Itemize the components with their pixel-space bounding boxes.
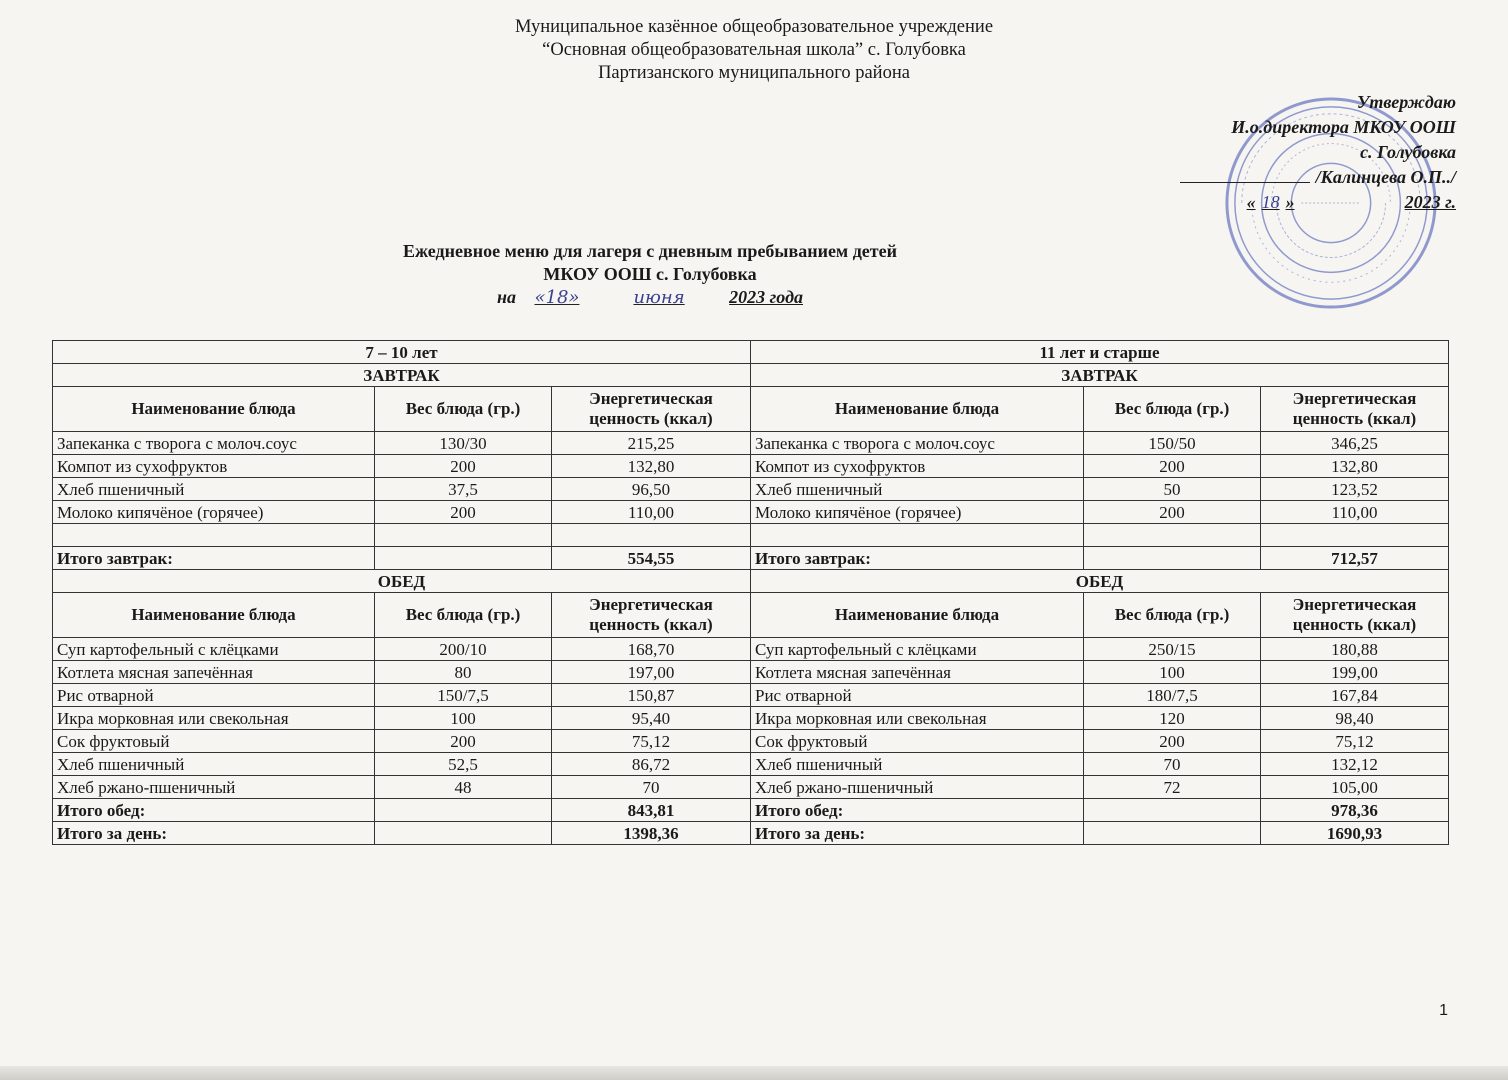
lunch-total-row [53,799,1449,822]
table-cell: Суп картофельный с клёцками [751,638,1084,661]
table-cell: 150/50 [1084,432,1261,455]
day-total-label: Итого за день: [751,822,1084,845]
column-header: Наименование блюда [751,387,1084,432]
approval-title: Утверждаю [1356,92,1456,112]
table-row [53,753,1449,776]
table-cell: Молоко кипячёное (горячее) [751,501,1084,524]
breakfast-section-row [53,364,1449,387]
table-cell: 200 [375,455,552,478]
org-line-2: “Основная общеобразовательная школа” с. Голубовка [542,40,966,60]
table-cell: Котлета мясная запечённая [751,661,1084,684]
menu-table [52,340,1449,845]
day-total-label: Итого за день: [53,822,375,845]
table-cell: 75,12 [1261,730,1449,753]
table-cell: Компот из сухофруктов [53,455,375,478]
approval-village: с. Голубовка [1360,142,1456,162]
table-cell: 80 [375,661,552,684]
title-date: на «18» июня 2023 года [497,287,803,308]
table-cell: Запеканка с творога с молоч.соус [53,432,375,455]
table-cell: 197,00 [552,661,751,684]
table-row [53,478,1449,501]
table-cell: 48 [375,776,552,799]
table-cell: 200/10 [375,638,552,661]
approval-block [1180,90,1456,215]
column-header-row [53,387,1449,432]
column-header: Наименование блюда [53,593,375,638]
lunch-total-label: Итого обед: [751,799,1084,822]
scan-edge [0,1066,1508,1080]
table-cell: 150/7,5 [375,684,552,707]
approval-date: « 18 » 2023 г. [1246,192,1456,212]
breakfast-total-value: 554,55 [552,547,751,570]
table-cell: Компот из сухофруктов [751,455,1084,478]
breakfast-total-value: 712,57 [1261,547,1449,570]
table-cell: Запеканка с творога с молоч.соус [751,432,1084,455]
empty-row [53,524,1449,547]
table-cell: 110,00 [1261,501,1449,524]
column-header: Наименование блюда [53,387,375,432]
table-cell: 86,72 [552,753,751,776]
org-line-3: Партизанского муниципального района [598,63,910,83]
approval-date-year: 2023 г. [1404,192,1456,212]
table-cell [751,524,1084,547]
table-cell [375,799,552,822]
table-cell [375,547,552,570]
approval-signer: /Калинцева О.П../ [1315,167,1456,187]
table-cell: Котлета мясная запечённая [53,661,375,684]
table-cell: Рис отварной [751,684,1084,707]
table-cell: 52,5 [375,753,552,776]
table-cell: 132,80 [552,455,751,478]
lunch-total-value: 843,81 [552,799,751,822]
table-row [53,432,1449,455]
day-total-value: 1690,93 [1261,822,1449,845]
day-total-value: 1398,36 [552,822,751,845]
table-cell: 132,80 [1261,455,1449,478]
table-cell [552,524,751,547]
column-header: Вес блюда (гр.) [375,387,552,432]
table-cell: Хлеб пшеничный [751,753,1084,776]
day-total-row [53,822,1449,845]
table-cell: 200 [1084,501,1261,524]
table-cell: Рис отварной [53,684,375,707]
column-header: Вес блюда (гр.) [1084,593,1261,638]
column-header: Энергетическая ценность (ккал) [1261,387,1449,432]
breakfast-total-label: Итого завтрак: [751,547,1084,570]
table-cell: Хлеб ржано-пшеничный [53,776,375,799]
title-date-year: 2023 года [729,287,803,307]
table-cell: 346,25 [1261,432,1449,455]
table-cell: 130/30 [375,432,552,455]
menu-title [0,240,1300,309]
column-header: Вес блюда (гр.) [375,593,552,638]
table-cell: 50 [1084,478,1261,501]
table-cell: 150,87 [552,684,751,707]
table-row [53,730,1449,753]
table-cell: 100 [375,707,552,730]
table-cell [53,524,375,547]
column-header: Энергетическая ценность (ккал) [552,387,751,432]
table-cell: 199,00 [1261,661,1449,684]
table-cell [1084,799,1261,822]
column-header: Энергетическая ценность (ккал) [552,593,751,638]
table-cell: 215,25 [552,432,751,455]
table-cell: 200 [1084,455,1261,478]
table-cell: 72 [1084,776,1261,799]
table-row [53,455,1449,478]
table-cell: 100 [1084,661,1261,684]
table-cell [1084,547,1261,570]
table-row [53,776,1449,799]
table-cell: 168,70 [552,638,751,661]
breakfast-section-label: ЗАВТРАК [751,364,1449,387]
table-cell: Икра морковная или свекольная [53,707,375,730]
age-group-11-plus: 11 лет и старше [751,341,1449,364]
lunch-section-label: ОБЕД [751,570,1449,593]
table-cell: 167,84 [1261,684,1449,707]
table-cell: 120 [1084,707,1261,730]
age-group-row [53,341,1449,364]
table-cell: Сок фруктовый [53,730,375,753]
table-cell: 180,88 [1261,638,1449,661]
table-row [53,661,1449,684]
table-cell: 123,52 [1261,478,1449,501]
table-cell: 70 [552,776,751,799]
table-cell: 98,40 [1261,707,1449,730]
table-cell: 37,5 [375,478,552,501]
table-cell: 95,40 [552,707,751,730]
organization-header [0,16,1508,85]
table-cell: Сок фруктовый [751,730,1084,753]
age-group-7-10: 7 – 10 лет [53,341,751,364]
table-cell: 96,50 [552,478,751,501]
table-cell: 200 [375,501,552,524]
breakfast-total-label: Итого завтрак: [53,547,375,570]
title-date-month: июня [633,287,685,308]
table-cell: 105,00 [1261,776,1449,799]
title-line-1: Ежедневное меню для лагеря с дневным пребыванием детей [402,241,897,261]
table-cell: Хлеб пшеничный [751,478,1084,501]
table-cell: 70 [1084,753,1261,776]
table-cell [1261,524,1449,547]
breakfast-section-label: ЗАВТРАК [53,364,751,387]
signature-blank [1180,166,1310,183]
table-row [53,707,1449,730]
column-header: Наименование блюда [751,593,1084,638]
table-row [53,638,1449,661]
org-line-1: Муниципальное казённое общеобразовательное учреждение [514,17,994,37]
breakfast-total-row [53,547,1449,570]
title-date-day: «18» [534,287,580,308]
table-cell: Суп картофельный с клёцками [53,638,375,661]
approval-signature-line [1180,165,1456,190]
column-header: Вес блюда (гр.) [1084,387,1261,432]
lunch-section-row [53,570,1449,593]
table-cell: 250/15 [1084,638,1261,661]
table-cell [1084,822,1261,845]
column-header: Энергетическая ценность (ккал) [1261,593,1449,638]
table-cell: 200 [375,730,552,753]
column-header-row [53,593,1449,638]
table-cell: Хлеб пшеничный [53,478,375,501]
table-row [53,684,1449,707]
table-cell [1084,524,1261,547]
table-cell: Молоко кипячёное (горячее) [53,501,375,524]
lunch-section-label: ОБЕД [53,570,751,593]
table-cell: Хлеб пшеничный [53,753,375,776]
table-cell [375,524,552,547]
table-cell: 180/7,5 [1084,684,1261,707]
table-cell: 75,12 [552,730,751,753]
table-row [53,501,1449,524]
approval-date-day: 18 [1261,192,1280,212]
approval-position: И.о.директора МКОУ ООШ [1231,117,1456,137]
lunch-total-label: Итого обед: [53,799,375,822]
table-cell: Икра морковная или свекольная [751,707,1084,730]
table-cell [375,822,552,845]
table-cell: 132,12 [1261,753,1449,776]
page-number: 1 [1439,1002,1448,1019]
title-line-2: МКОУ ООШ с. Голубовка [543,264,757,284]
table-cell: 110,00 [552,501,751,524]
table-cell: Хлеб ржано-пшеничный [751,776,1084,799]
table-cell: 200 [1084,730,1261,753]
lunch-total-value: 978,36 [1261,799,1449,822]
